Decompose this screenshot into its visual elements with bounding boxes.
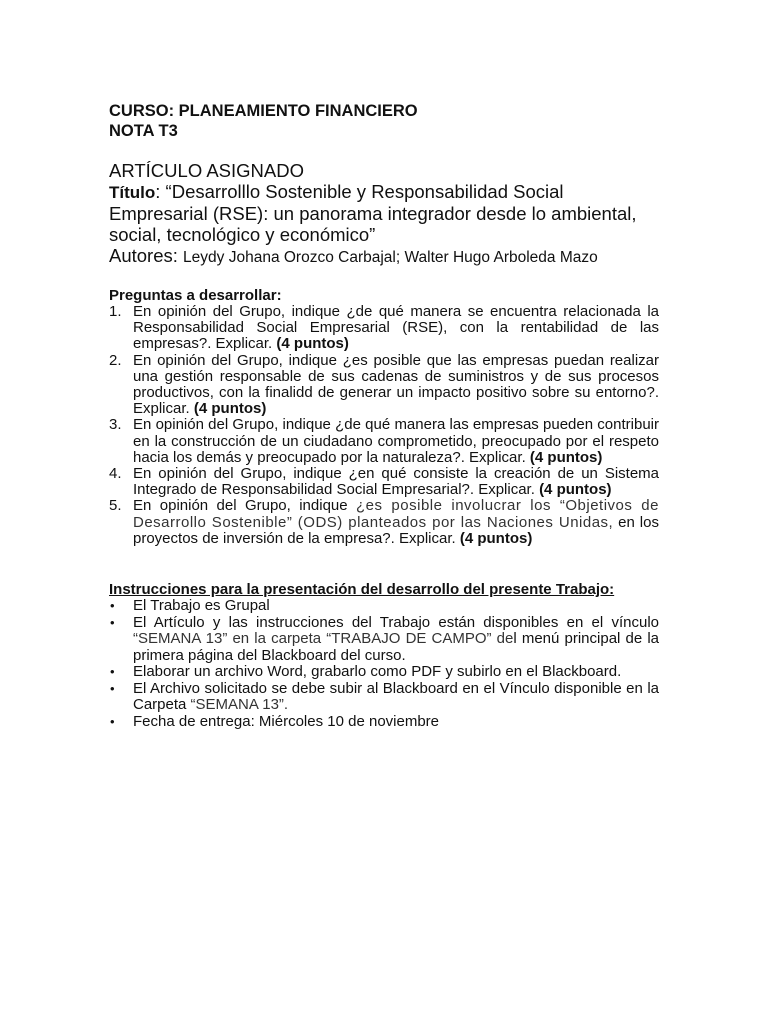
- question-text: En opinión del Grupo, indique ¿de qué manera se encuentra relacionada la Responsabilidad Social Empresarial (RSE), con la rentabilidad de las empresas?. Explicar.: [133, 303, 659, 353]
- question-item: [109, 353, 659, 418]
- authors-label: Autores:: [109, 245, 184, 266]
- question-number: 4.: [109, 465, 122, 483]
- instruction-item: [109, 664, 659, 681]
- question-text: En opinión del Grupo, indique ¿es posible que las empresas puedan realizar una gestión responsable de sus cadenas de suministros y de sus procesos productivos, con la finalidd de generar un impacto positivo sobre su entorno?. Explicar.: [133, 351, 659, 418]
- title-label: Título: [109, 183, 156, 202]
- question-points: (4 puntos): [193, 400, 267, 418]
- instruction-item: [109, 615, 659, 665]
- question-points: (4 puntos): [539, 481, 612, 499]
- bullet-icon: •: [110, 598, 115, 614]
- instruction-item: [109, 714, 659, 731]
- bullet-icon: •: [110, 614, 115, 630]
- questions-heading: Preguntas a desarrollar:: [109, 287, 282, 304]
- question-text-ods: ¿es posible involucrar los “Objetivos de Desarrollo Sostenible” (ODS) planteados por las Naciones Unidas,: [133, 497, 659, 531]
- instruction-text: Elaborar un archivo Word, grabarlo como PDF y subirlo en el Blackboard.: [133, 663, 622, 681]
- question-points: (4 puntos): [459, 529, 533, 547]
- question-number: 1.: [109, 303, 122, 320]
- instruction-link-text: “SEMANA 13” en la carpeta “TRABAJO DE CAMPO” de: [133, 630, 514, 648]
- question-text: En opinión del Grupo, indique ¿en qué consiste la creación de un Sistema Integrado de Responsabilidad Social Empresarial?. Explicar.: [133, 465, 659, 499]
- question-text: En opinión del Grupo, indique ¿de qué manera las empresas pueden contribuir en la construcción de un ciudadano comprometido, preocupado por el respeto hacia los demás y preocupado por la naturaleza?. Explicar.: [133, 416, 659, 466]
- instruction-item: [109, 598, 659, 615]
- question-points: (4 puntos): [529, 448, 603, 466]
- bullet-icon: •: [110, 680, 115, 696]
- article-authors: [109, 245, 659, 269]
- question-text: En opinión del Grupo, indique: [133, 497, 357, 515]
- document-content: [109, 101, 659, 730]
- instruction-text: El Archivo solicitado se debe subir al Blackboard en el Vínculo disponible en la Carpeta: [133, 679, 659, 714]
- title-text: “Desarrolllo Sostenible y Responsabilidad Social Empresarial (RSE): un panorama integrador desde lo ambiental, social, tecnológico y económico”: [109, 181, 637, 245]
- instruction-text-end: l menú principal de la primera página del Blackboard del curso.: [133, 630, 659, 664]
- article-heading: ARTÍCULO ASIGNADO: [109, 160, 304, 181]
- question-number: 3.: [109, 416, 122, 434]
- authors-names: Leydy Johana Orozco Carbajal; Walter Hugo Arboleda Mazo: [183, 249, 598, 266]
- questions-list: [109, 304, 659, 547]
- question-number: 2.: [109, 351, 122, 369]
- question-number: 5.: [109, 497, 122, 515]
- instruction-text: El Trabajo es Grupal: [133, 597, 270, 615]
- question-points: (4 puntos): [276, 335, 349, 353]
- instructions-list: [109, 598, 659, 730]
- question-item: [109, 466, 659, 498]
- question-item: [109, 498, 659, 547]
- instruction-folder-text: “SEMANA 13”.: [190, 696, 289, 714]
- bullet-icon: •: [110, 664, 115, 680]
- instruction-text: El Artículo y las instrucciones del Trabajo están disponibles en el vínculo: [133, 613, 659, 631]
- bullet-icon: •: [110, 713, 115, 729]
- title-colon: :: [155, 181, 166, 202]
- article-title: [109, 181, 659, 245]
- question-item: [109, 304, 659, 353]
- instruction-item: [109, 681, 659, 714]
- question-text-end: en los proyectos de inversión de la empresa?. Explicar.: [133, 513, 659, 547]
- instruction-text: Fecha de entrega: Miércoles 10 de noviembre: [133, 712, 440, 730]
- instructions-heading: Instrucciones para la presentación del desarrollo del presente Trabajo:: [109, 581, 615, 599]
- course-title: CURSO: PLANEAMIENTO FINANCIERO: [109, 102, 418, 120]
- grade-label: NOTA T3: [109, 122, 178, 140]
- question-item: [109, 417, 659, 466]
